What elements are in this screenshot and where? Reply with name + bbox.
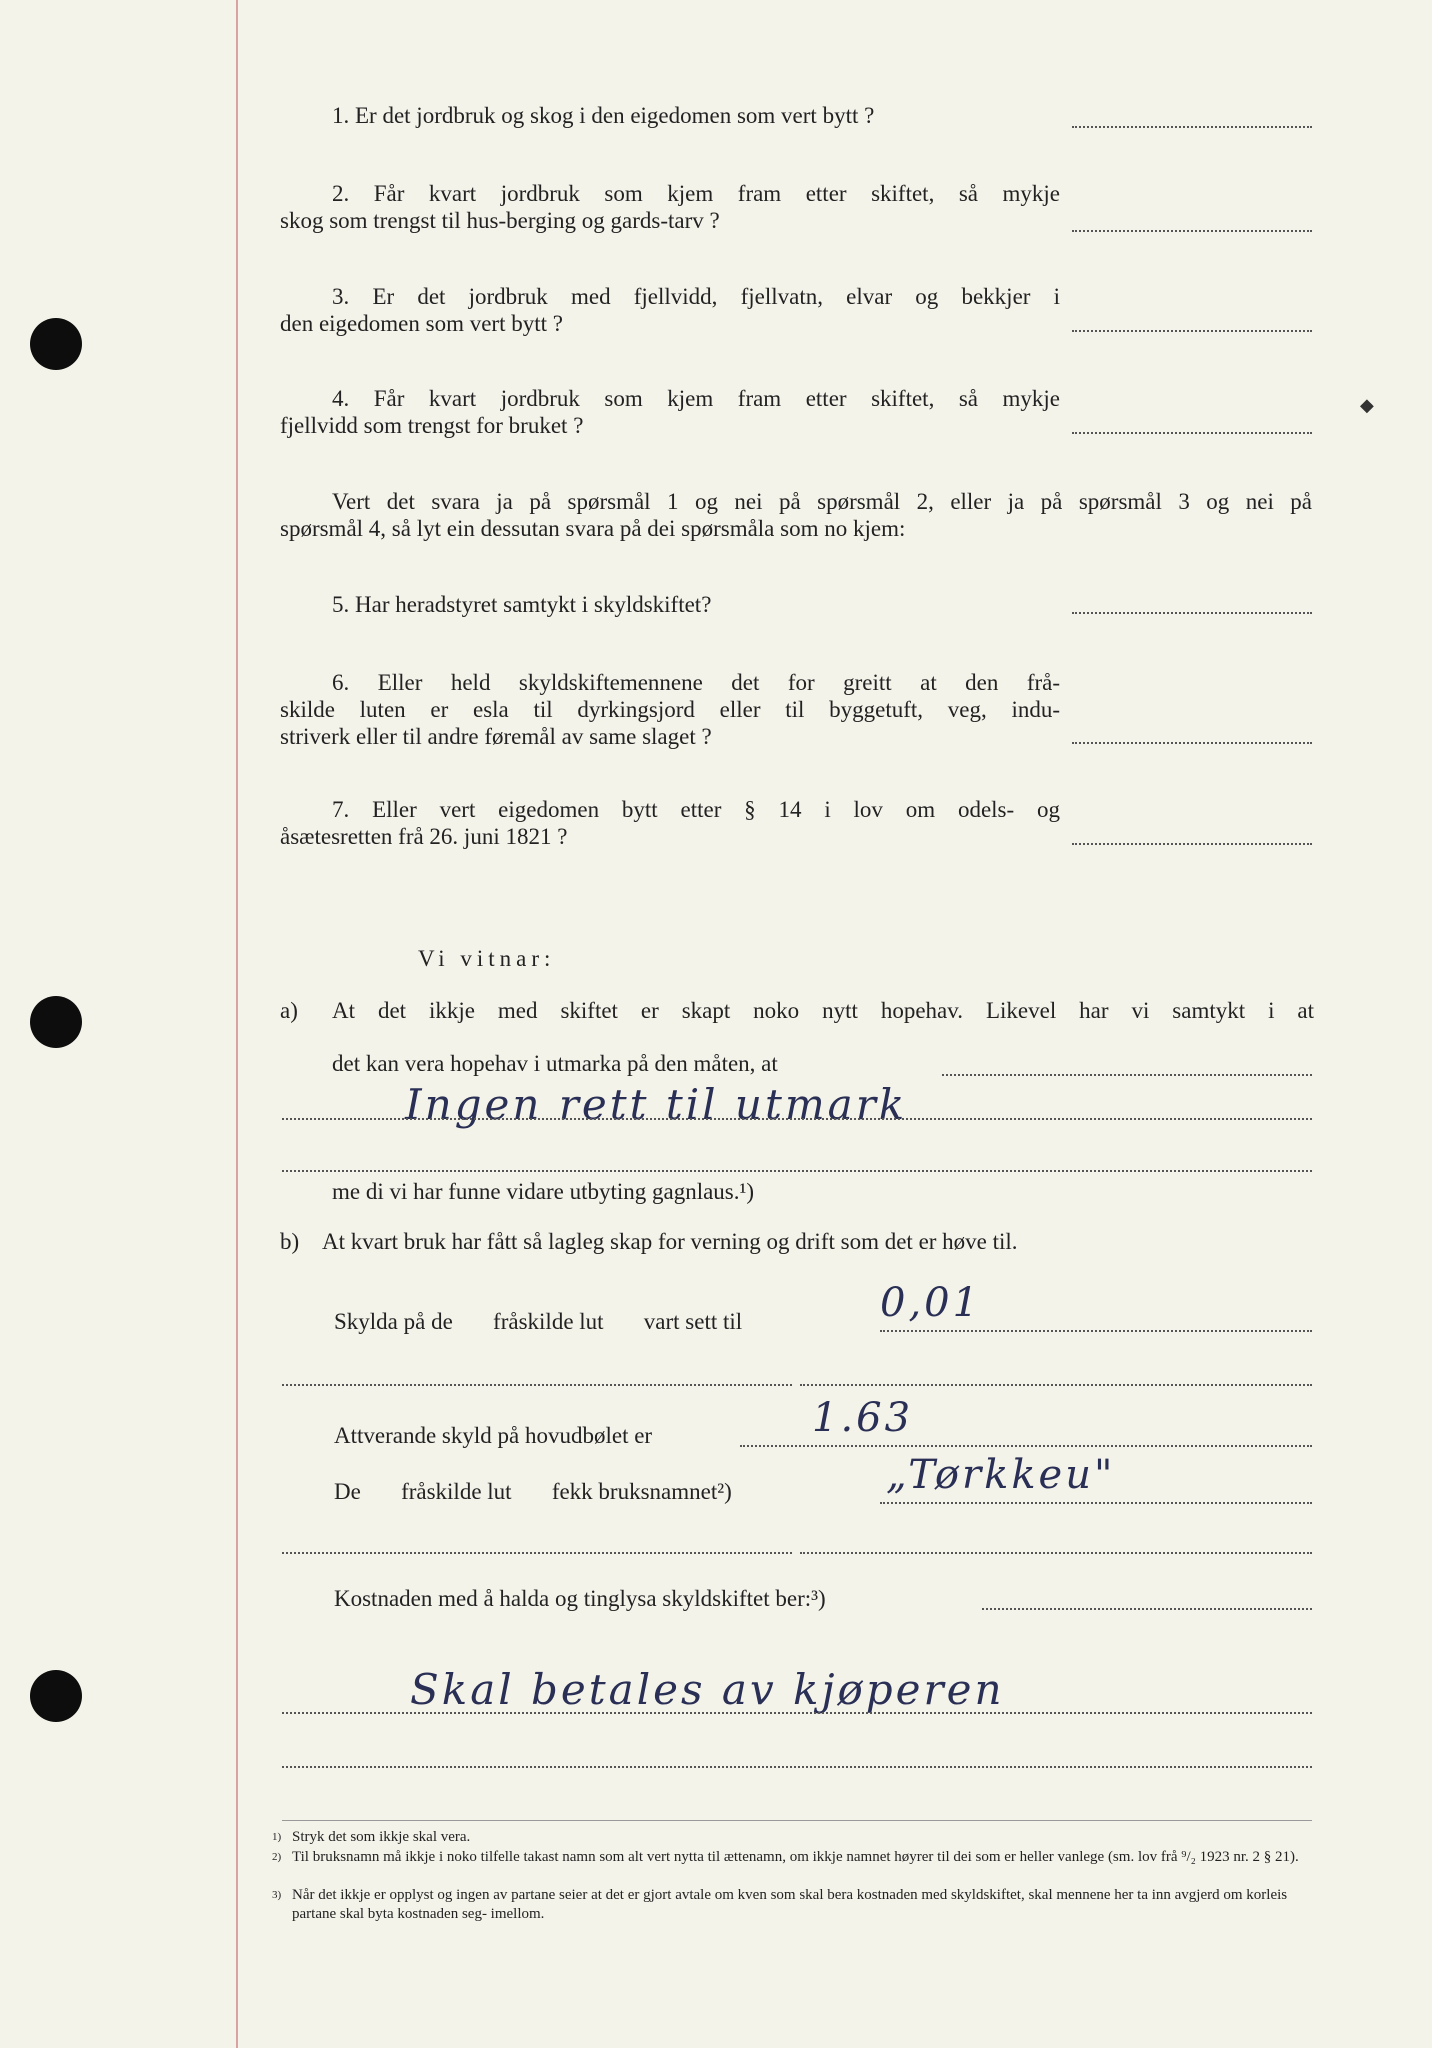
witness-a-dots[interactable] <box>942 1074 1312 1076</box>
kostnad-label: Kostnaden med å halda og tinglysa skyldskiftet ber:³) <box>334 1586 826 1611</box>
skyld-label: Skylda på de fråskilde lut vart sett til <box>334 1309 743 1334</box>
skyld-value: 0,01 <box>880 1280 982 1326</box>
question-6: 6. Eller held skyldskiftemennene det for greitt at den frå- <box>332 670 1060 695</box>
question-2-line2: skog som trengst til hus-berging og gards-tarv ? <box>280 208 720 233</box>
answer-line-4[interactable] <box>1072 432 1312 434</box>
question-4: 4. Får kvart jordbruk som kjem fram etter skiftet, så mykje <box>332 386 1060 411</box>
bruksnamn-line-left[interactable] <box>282 1552 792 1554</box>
answer-line-1[interactable] <box>1072 126 1312 128</box>
skyld-line-right[interactable] <box>800 1384 1312 1386</box>
witness-a-label: a) <box>280 998 298 1023</box>
attverande-value: 1.63 <box>812 1395 914 1441</box>
bruksnamn-label: De fråskilde lut fekk bruksnamnet²) <box>334 1479 732 1504</box>
footnote-1: 1) Stryk det som ikkje skal vera. <box>272 1829 471 1845</box>
question-5: 5. Har heradstyret samtykt i skyldskiftet? <box>332 592 712 617</box>
question-7-line2: åsætesretten frå 26. juni 1821 ? <box>280 824 568 849</box>
attverande-line[interactable] <box>740 1445 1312 1447</box>
footnote-divider <box>282 1820 1312 1821</box>
footnote-2: 2) Til bruksnamn må ikkje i noko tilfelle takast namn som alt vert nytta til ættenamn, om ikkje namnet høyrer til dei som er heller vanlege (sm. lov frå ⁹/₂ 1923 nr. 2 § 21). <box>272 1849 1299 1865</box>
witness-b-label: b) <box>280 1229 300 1254</box>
question-6-line3: striverk eller til andre føremål av same slaget ? <box>280 724 712 749</box>
punch-hole <box>30 996 82 1048</box>
instruction-line-2: spørsmål 4, så lyt ein dessutan svara på dei spørsmåla som no kjem: <box>280 516 906 541</box>
punch-hole <box>30 318 82 370</box>
witness-a-line3: me di vi har funne vidare utbyting gagnlaus.¹) <box>332 1179 755 1204</box>
ink-mark: ◆ <box>1360 395 1374 415</box>
bruksnamn-value: „Tørkkeu" <box>886 1452 1116 1498</box>
witness-a-line1: At det ikkje med skiftet er skapt noko nytt hopehav. Likevel har vi samtykt i at <box>332 998 1314 1023</box>
kostnad-line[interactable] <box>982 1608 1312 1610</box>
kostnad-value: Skal betales av kjøperen <box>410 1665 1005 1714</box>
skyld-line[interactable] <box>880 1330 1312 1332</box>
answer-line-6[interactable] <box>1072 742 1312 744</box>
question-2: 2. Får kvart jordbruk som kjem fram etter skiftet, så mykje <box>332 181 1060 206</box>
skyld-line-left[interactable] <box>282 1384 792 1386</box>
question-6-line2: skilde luten er esla til dyrkingsjord eller til byggetuft, veg, indu- <box>280 697 1060 722</box>
question-3: 3. Er det jordbruk med fjellvidd, fjellvatn, elvar og bekkjer i <box>332 284 1061 309</box>
witness-heading: Vi vitnar: <box>418 946 556 971</box>
question-7: 7. Eller vert eigedomen bytt etter § 14 i lov om odels- og <box>332 797 1060 822</box>
punch-hole <box>30 1670 82 1722</box>
answer-line-3[interactable] <box>1072 330 1312 332</box>
witness-a-line2: det kan vera hopehav i utmarka på den måten, at <box>332 1051 778 1076</box>
kostnad-line-fill-2[interactable] <box>282 1766 1312 1768</box>
margin-line <box>236 0 238 2048</box>
handwritten-utmark: Ingen rett til utmark <box>405 1080 908 1129</box>
answer-line-5[interactable] <box>1072 612 1312 614</box>
bruksnamn-line[interactable] <box>880 1502 1312 1504</box>
question-4-line2: fjellvidd som trengst for bruket ? <box>280 413 584 438</box>
instruction-line-1: Vert det svara ja på spørsmål 1 og nei på spørsmål 2, eller ja på spørsmål 3 og nei på <box>332 489 1312 514</box>
question-3-line2: den eigedomen som vert bytt ? <box>280 311 563 336</box>
bruksnamn-line-right[interactable] <box>800 1552 1312 1554</box>
kostnad-line-fill-1[interactable] <box>282 1712 1312 1714</box>
attverande-label: Attverande skyld på hovudbølet er <box>334 1423 653 1448</box>
answer-line-7[interactable] <box>1072 843 1312 845</box>
witness-a-line-fill-1[interactable] <box>282 1118 1312 1120</box>
footnote-3: 3) Når det ikkje er opplyst og ingen av partane seier at det er gjort avtale om kven som skal bera kostnaden med skyldskiftet, skal mennene her ta inn avgjerd om korleis partane skal byta kostnaden seg- imellom. <box>272 1887 1288 1922</box>
answer-line-2[interactable] <box>1072 230 1312 232</box>
witness-b-line1: At kvart bruk har fått så lagleg skap for verning og drift som det er høve til. <box>322 1229 1018 1254</box>
witness-a-line-fill-2[interactable] <box>282 1170 1312 1172</box>
question-1: 1. Er det jordbruk og skog i den eigedomen som vert bytt ? <box>332 103 875 128</box>
